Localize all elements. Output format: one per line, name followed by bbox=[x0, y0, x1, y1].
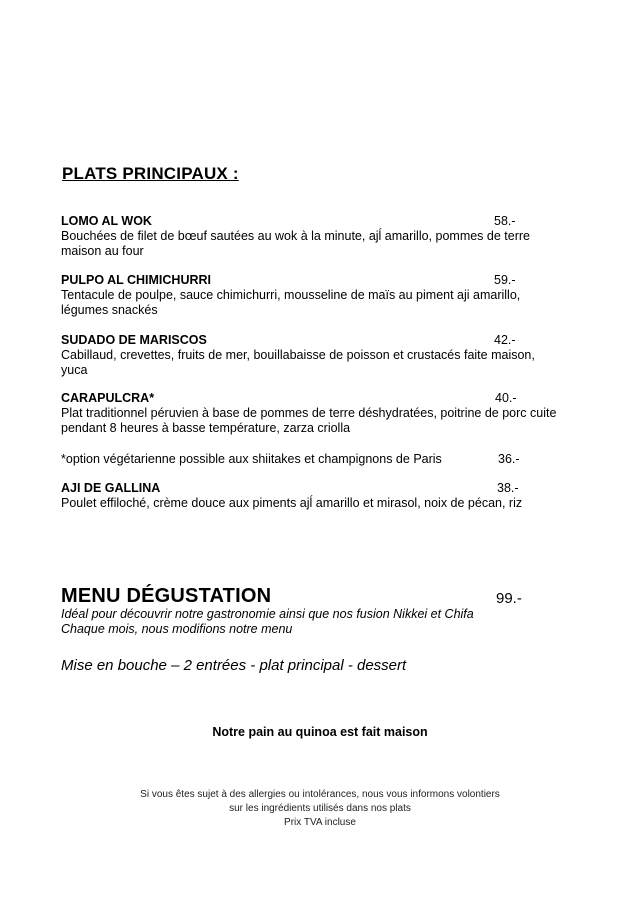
item-price: 42.- bbox=[494, 333, 516, 347]
item-description-line: Cabillaud, crevettes, fruits de mer, bouillabaisse de poisson et crustacés faite maison, bbox=[61, 348, 535, 362]
vegetarian-note-text: *option végétarienne possible aux shiitakes et champignons de Paris bbox=[61, 452, 442, 466]
menu-degustation-line: Idéal pour découvrir notre gastronomie ainsi que nos fusion Nikkei et Chifa bbox=[61, 607, 474, 621]
allergy-line: sur les ingrédients utilisés dans nos plats bbox=[229, 803, 411, 814]
item-price: 59.- bbox=[494, 273, 516, 287]
bread-note: Notre pain au quinoa est fait maison bbox=[212, 725, 428, 739]
item-description-line: Poulet effiloché, crème douce aux piments ajĺ amarillo et mirasol, noix de pécan, riz bbox=[61, 496, 523, 510]
menu-degustation-title: MENU DÉGUSTATION bbox=[61, 585, 272, 607]
item-description-line: maison au four bbox=[61, 244, 144, 258]
item-name: CARAPULCRA* bbox=[61, 391, 155, 405]
item-name: LOMO AL WOK bbox=[61, 214, 152, 228]
menu-item-carapulcra bbox=[61, 391, 561, 436]
menu-degustation-price: 99.- bbox=[496, 590, 522, 607]
vat-note: Prix TVA incluse bbox=[284, 817, 356, 828]
menu-degustation-courses: Mise en bouche – 2 entrées - plat principal - dessert bbox=[61, 657, 407, 674]
item-price: 58.- bbox=[494, 214, 516, 228]
item-description-line: Bouchées de filet de bœuf sautées au wok à la minute, ajĺ amarillo, pommes de terre bbox=[61, 229, 530, 243]
item-description-line: pendant 8 heures à basse température, zarza criolla bbox=[61, 421, 351, 435]
vegetarian-note-price: 36.- bbox=[498, 452, 520, 466]
item-name: AJI DE GALLINA bbox=[61, 481, 161, 495]
item-description-line: yuca bbox=[61, 363, 88, 377]
section-title: PLATS PRINCIPAUX : bbox=[62, 164, 239, 183]
menu-item-aji-de-gallina bbox=[61, 481, 561, 511]
vegetarian-note bbox=[61, 452, 561, 467]
item-description-line: légumes snackés bbox=[61, 303, 158, 317]
item-name: SUDADO DE MARISCOS bbox=[61, 333, 207, 347]
item-description-line: Tentacule de poulpe, sauce chimichurri, mousseline de maïs au piment aji amarillo, bbox=[61, 288, 521, 302]
menu-item-pulpo-al-chimichurri bbox=[61, 273, 561, 318]
allergy-line: Si vous êtes sujet à des allergies ou intolérances, nous vous informons volontiers bbox=[140, 789, 500, 800]
menu-item-sudado-de-mariscos bbox=[61, 333, 561, 378]
menu-item-lomo-al-wok bbox=[61, 214, 561, 259]
allergy-footer bbox=[0, 788, 640, 830]
item-price: 40.- bbox=[495, 391, 517, 405]
menu-degustation-line: Chaque mois, nous modifions notre menu bbox=[61, 622, 293, 636]
item-description-line: Plat traditionnel péruvien à base de pommes de terre déshydratées, poitrine de porc cuite bbox=[61, 406, 557, 420]
item-name: PULPO AL CHIMICHURRI bbox=[61, 273, 211, 287]
item-price: 38.- bbox=[497, 481, 519, 495]
